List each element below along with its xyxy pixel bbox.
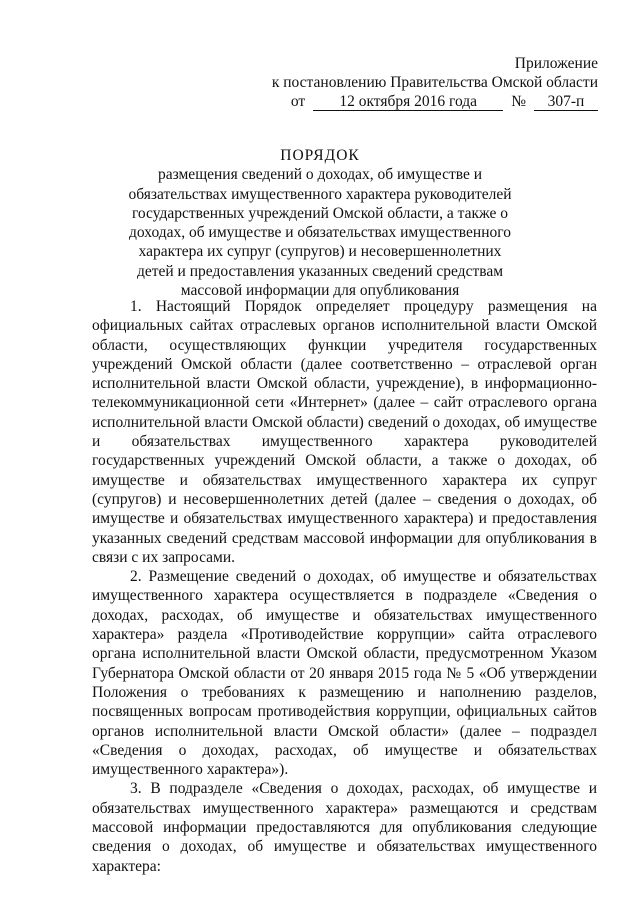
paragraph-3: 3. В подразделе «Сведения о доходах, расходах, об имуществе и обязательствах имущественного характера» размещаются и средствам массовой информации предоставляются для опубликования следующие сведения о доходах, об имуществе и обязательствах имущественного характера:	[92, 780, 597, 875]
document-title: ПОРЯДОК	[280, 147, 360, 164]
paragraph-1: 1. Настоящий Порядок определяет процедуру размещения на официальных сайтах отраслевых органов исполнительной власти Омской области, осуществляющих функции учредителя государственных учреждений Омской области (далее соответственно – отраслевой орган исполнительной власти Омской области, учреждение), в информационно-телекоммуникационной сети «Интернет» (далее – сайт отраслевого органа исполнительной власти Омской области) сведений о доходах, об имуществе и обязательствах имущественного характера руководителей государственных учреждений Омской области, а также о доходах, об имуществе и обязательствах имущественного характера их супруг (супругов) и несовершеннолетних детей (далее – сведения о доходах, об имуществе и обязательствах имущественного характера) и предоставления указанных сведений средствам массовой информации для опубликования в связи с их запросами.	[92, 298, 597, 566]
document-subtitle: размещения сведений о доходах, об имуществе и обязательствах имущественного характера руководителей государственных учреждений Омской области, а также о доходах, об имуществе и обязательствах имущественного характера их супруг (супругов) и несовершеннолетних детей и предоставления указанных сведений средствам массовой информации для опубликования	[128, 166, 512, 300]
document-body	[92, 297, 597, 876]
paragraph-2: 2. Размещение сведений о доходах, об имуществе и обязательствах имущественного характера осуществляется в подразделе «Сведения о доходах, расходах, об имуществе и обязательствах имущественного характера» раздела «Противодействие коррупции» сайта отраслевого органа исполнительной власти Омской области, предусмотренном Указом Губернатора Омской области от 20 января 2015 года № 5 «Об утверждении Положения о требованиях к размещению и наполнению разделов, посвященных вопросам противодействия коррупции, официальных сайтов органов исполнительной власти Омской области» (далее – подраздел «Сведения о доходах, расходах, об имуществе и обязательствах имущественного характера»).	[92, 568, 597, 779]
appendix-label: Приложение	[514, 55, 598, 72]
appendix-header	[258, 54, 598, 111]
document-title-block	[120, 146, 520, 300]
resolution-date-line	[258, 92, 598, 111]
from-label: от	[290, 93, 306, 110]
resolution-date: 12 октября 2016 года	[313, 94, 503, 111]
appendix-resolution-reference: к постановлению Правительства Омской области	[271, 74, 598, 91]
resolution-number: 307-п	[534, 94, 598, 111]
number-label: №	[511, 93, 526, 110]
